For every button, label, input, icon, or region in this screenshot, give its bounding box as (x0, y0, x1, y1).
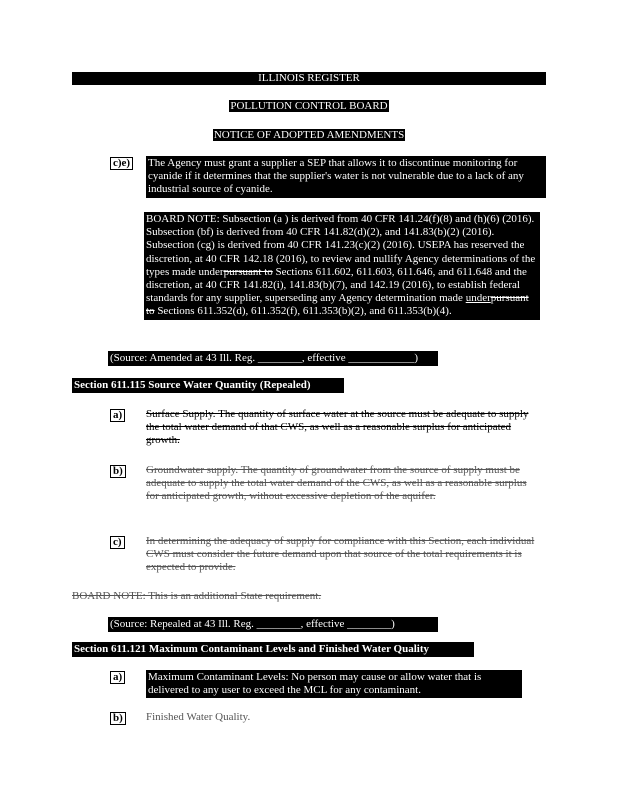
mcl-subsection-a-text: Maximum Contaminant Levels: No person may cause or allow water that is delivered to any user to exceed the MCL for any contaminant. (146, 670, 522, 698)
section-611-115-heading: Section 611.115 Source Water Quantity (Repealed) (72, 378, 344, 393)
source-note-amended: (Source: Amended at 43 Ill. Reg. ________, effective ____________) (108, 351, 438, 366)
subsection-c-repealed-label: c) (110, 536, 125, 549)
source-note-repealed: (Source: Repealed at 43 Ill. Reg. ________, effective ________) (108, 617, 438, 632)
subsection-c-repealed-text: In determining the adequacy of supply for compliance with this Section, each individual CWS must consider the future demand upon that source of the total requirements it is expected to provide. (146, 535, 535, 573)
notice-title: NOTICE OF ADOPTED AMENDMENTS (213, 129, 405, 141)
subsection-b-label: b) (110, 465, 126, 478)
board-note: BOARD NOTE: Subsection (a ) is derived from 40 CFR 141.24(f)(8) and (h)(6) (2016). Subsection (bf) is derived from 40 CFR 141.82(d)(2), and 141.83(b)(2) (2016). Subsection (cg) is derived from 40 CFR 141.23(c)(2) (2016). USEPA has reserved the discretion, at 40 CFR 142.18 (2016), to review and nullify Agency determinations of the types made underpursuant to Sections 611.602, 611.603, 611.646, and 611.648 and the discretion, at 40 CFR 141.82(i), 141.83(b)(7), and 142.19 (2016), to establish federal standards for any supplier, superseding any Agency determination made underpursuant to Sections 611.352(d), 611.352(f), 611.353(b)(2), and 611.353(b)(4). (144, 212, 540, 320)
board-title: POLLUTION CONTROL BOARD (230, 100, 388, 112)
finished-water-label: b) (110, 712, 126, 725)
section-611-121-heading: Section 611.121 Maximum Contaminant Levels and Finished Water Quality (72, 642, 474, 657)
subsection-c-text: The Agency must grant a supplier a SEP that allows it to discontinue monitoring for cyanide if it determines that the supplier's water is not vulnerable due to a lack of any industrial source of cyanide. (146, 156, 546, 198)
subsection-b-text: Groundwater supply. The quantity of groundwater from the source of supply must be adequate to supply the total water demand of the CWS, as well as a reasonable surplus for anticipated growth, without excessive depletion of the aquifer. (146, 464, 527, 502)
subsection-a-label: a) (110, 409, 125, 422)
subsection-c-label: c)e) (110, 157, 133, 170)
mcl-subsection-a-label: a) (110, 671, 125, 684)
board-header (0, 100, 618, 113)
subsection-a-text: Surface Supply. The quantity of surface water at the source must be adequate to supply the total water demand of that CWS, as well as a reasonable surplus for anticipated growth. (146, 408, 529, 446)
finished-water-text: Finished Water Quality. (146, 711, 251, 723)
notice-header (0, 129, 618, 142)
register-title: ILLINOIS REGISTER (72, 72, 546, 85)
register-header (0, 72, 618, 85)
board-note-state-requirement: BOARD NOTE: This is an additional State requirement. (72, 590, 322, 602)
